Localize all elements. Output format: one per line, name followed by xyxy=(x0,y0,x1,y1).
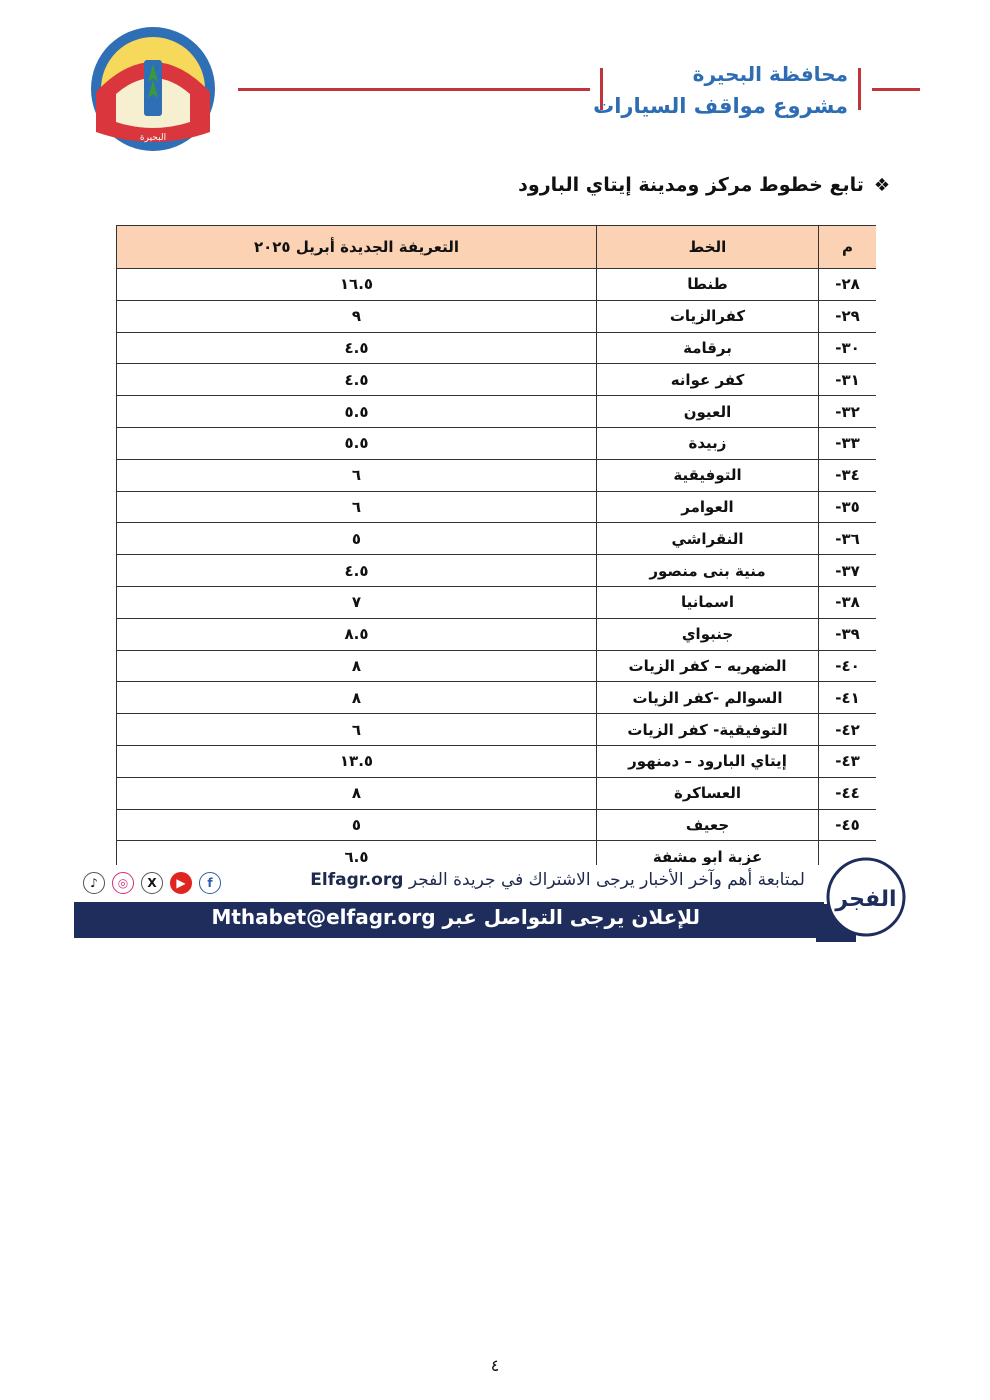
row-line: زبيدة xyxy=(597,427,819,459)
row-line: العساكرة xyxy=(597,777,819,809)
row-line: السوالم -كفر الزيات xyxy=(597,682,819,714)
row-line: برقامة xyxy=(597,332,819,364)
row-fare: ٥.٥ xyxy=(117,427,597,459)
table-row xyxy=(117,300,877,332)
header-org xyxy=(593,58,848,122)
social-icons xyxy=(83,872,221,894)
header-line: الخط xyxy=(597,226,819,269)
row-num: ٣٣- xyxy=(819,427,877,459)
header-line-left xyxy=(238,88,590,91)
bullet-icon: ❖ xyxy=(873,174,890,196)
table-row xyxy=(117,364,877,396)
row-num: ٣٠- xyxy=(819,332,877,364)
header-fare: التعريفة الجديدة أبريل ٢٠٢٥ xyxy=(117,226,597,269)
row-fare: ٤.٥ xyxy=(117,332,597,364)
row-fare: ٨ xyxy=(117,650,597,682)
row-num: ٣٦- xyxy=(819,523,877,555)
row-fare: ٤.٥ xyxy=(117,555,597,587)
table-row xyxy=(117,396,877,428)
row-num: ٣٩- xyxy=(819,618,877,650)
row-line: الضهريه – كفر الزيات xyxy=(597,650,819,682)
ad-text xyxy=(180,905,700,929)
row-num: ٣٢- xyxy=(819,396,877,428)
row-line: منية بنى منصور xyxy=(597,555,819,587)
row-fare: ١٦.٥ xyxy=(117,269,597,301)
table-row xyxy=(117,618,877,650)
fares-table xyxy=(116,225,876,865)
table-row xyxy=(117,555,877,587)
row-line: التوفيقية- كفر الزيات xyxy=(597,714,819,746)
elfagr-logo xyxy=(816,852,912,942)
row-fare: ٥ xyxy=(117,523,597,555)
row-num: ٤١- xyxy=(819,682,877,714)
follow-text xyxy=(230,870,805,890)
facebook-icon[interactable]: f xyxy=(199,872,221,894)
row-num: ٤٤- xyxy=(819,777,877,809)
row-line: كفر عوانه xyxy=(597,364,819,396)
row-num: ٤٣- xyxy=(819,745,877,777)
table-row xyxy=(117,650,877,682)
row-fare: ٦ xyxy=(117,714,597,746)
table-row xyxy=(117,777,877,809)
row-fare: ٨.٥ xyxy=(117,618,597,650)
row-fare: ٨ xyxy=(117,777,597,809)
row-num: ٣١- xyxy=(819,364,877,396)
table-row xyxy=(117,714,877,746)
table-row xyxy=(117,745,877,777)
table-row xyxy=(117,523,877,555)
row-line: جنبواي xyxy=(597,618,819,650)
row-line: عزبة ابو مشفة xyxy=(597,841,819,865)
row-fare: ٩ xyxy=(117,300,597,332)
table-row xyxy=(117,841,877,865)
youtube-icon[interactable]: ▶ xyxy=(170,872,192,894)
table-row xyxy=(117,586,877,618)
row-num: ٤٢- xyxy=(819,714,877,746)
row-fare: ٦ xyxy=(117,459,597,491)
table-row xyxy=(117,427,877,459)
governorate-name: محافظة البحيرة xyxy=(692,62,848,86)
header-line-right xyxy=(872,88,920,91)
row-line: جعيف xyxy=(597,809,819,841)
header-bar-right xyxy=(858,68,861,110)
project-name: مشروع مواقف السيارات xyxy=(593,94,848,118)
table-row xyxy=(117,269,877,301)
table-row xyxy=(117,491,877,523)
follow-message: لمتابعة أهم وآخر الأخبار يرجى الاشتراك في جريدة الفجر xyxy=(408,870,805,890)
table-header-row xyxy=(117,226,877,269)
table-row xyxy=(117,459,877,491)
row-line: كفرالزيات xyxy=(597,300,819,332)
x-icon[interactable]: X xyxy=(141,872,163,894)
row-fare: ٦.٥ xyxy=(117,841,597,865)
governorate-logo xyxy=(86,22,220,156)
row-line: التوفيقية xyxy=(597,459,819,491)
row-fare: ١٣.٥ xyxy=(117,745,597,777)
row-line: إيتاي البارود – دمنهور xyxy=(597,745,819,777)
fares-table-container xyxy=(116,225,876,865)
row-fare: ٦ xyxy=(117,491,597,523)
row-fare: ٨ xyxy=(117,682,597,714)
row-num: ٤٥- xyxy=(819,809,877,841)
svg-text:الفجر: الفجر xyxy=(835,887,897,912)
table-row xyxy=(117,809,877,841)
table-row xyxy=(117,332,877,364)
row-num: ٣٥- xyxy=(819,491,877,523)
section-title-text: تابع خطوط مركز ومدينة إيتاي البارود xyxy=(518,174,864,196)
row-fare: ٥.٥ xyxy=(117,396,597,428)
row-fare: ٤.٥ xyxy=(117,364,597,396)
row-fare: ٥ xyxy=(117,809,597,841)
ad-email[interactable]: Mthabet@elfagr.org xyxy=(211,905,436,929)
row-line: النقراشي xyxy=(597,523,819,555)
row-num: ٤٠- xyxy=(819,650,877,682)
instagram-icon[interactable]: ◎ xyxy=(112,872,134,894)
section-title xyxy=(518,174,890,196)
table-row xyxy=(117,682,877,714)
row-fare: ٧ xyxy=(117,586,597,618)
ad-message: للإعلان يرجى التواصل عبر xyxy=(442,905,700,929)
row-num: ٣٧- xyxy=(819,555,877,587)
row-num: ٢٩- xyxy=(819,300,877,332)
page-number: ٤ xyxy=(490,1356,500,1375)
row-num: ٢٨- xyxy=(819,269,877,301)
row-line: العيون xyxy=(597,396,819,428)
row-num: ٣٨- xyxy=(819,586,877,618)
site-link[interactable]: Elfagr.org xyxy=(310,870,404,890)
row-line: العوامر xyxy=(597,491,819,523)
row-num: ٣٤- xyxy=(819,459,877,491)
header-num: م xyxy=(819,226,877,269)
tiktok-icon[interactable]: ♪ xyxy=(83,872,105,894)
row-line: اسمانيا xyxy=(597,586,819,618)
svg-text:البحيرة: البحيرة xyxy=(139,133,167,143)
row-line: طنطا xyxy=(597,269,819,301)
